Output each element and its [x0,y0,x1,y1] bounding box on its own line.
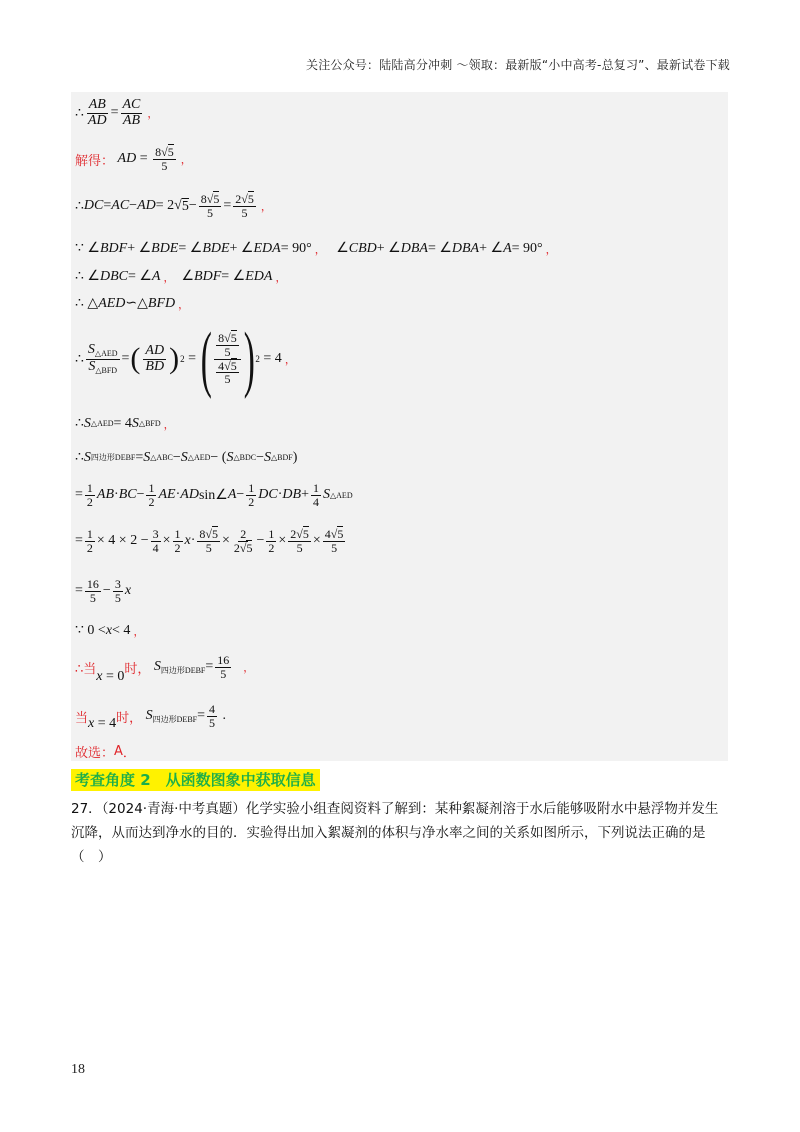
when-label: 当 [75,710,89,726]
eq-range: ∵ 0 < x < 4 ， [75,622,145,638]
eq-ratio: ∴ $\frac{AB}{AD}$ = $\frac{AC}{AB}$ ， [75,97,159,128]
eq-s-quad: ∴ S 四边形DEBF = S △ABC − S △AED − ( S △BDC − S △BDF ) [75,449,298,465]
page-number: 18 [71,1062,85,1077]
eq-area-ratio: ∴ $S_{\triangle AED}$ $S_{\triangle BFD}$ = ( AD BD ) 2 = ( $\frac{8√5}{5}$ $\frac{4√5}{5}$ ) 2 = 4 ， [75,318,296,400]
eq-angle-equal: ∴ ∠ DBC = ∠ A ， ∠ BDF = ∠ EDA ， [75,268,287,284]
eq-when-four: 当 x = 4 时， $S_{四边形DEBF}$ = $\frac{4}{5}$ . [75,702,227,732]
eq-expand: = $\frac{1}{2}$ AB · BC − $\frac{1}{2}$ AE · AD sin∠ A − $\frac{1}{2}$ DC · DB + $\frac{1}{4}$ S △AED [75,481,353,509]
eq-solve-ad: 解得 ： AD = $\frac{8√5}{5}$ ， [75,145,192,173]
eq-substitute: = $\frac{1}{2}$ × 4 × 2 − $\frac{3}{4}$ × $\frac{1}{2}$ x · $\frac{8√5}{5}$ × $\frac{2}{2√5}$ − $\frac{1}{2}$ × $\frac{2√5}{5}$ × $\frac{4√5}{5}$ [75,527,344,555]
answer-value: A [114,744,123,759]
eq-when-zero: ∴当 x = 0 时， $S_{四边形DEBF}$ = $\frac{16}{5}$ ， [75,653,255,685]
question-source: （2024·青海·中考真题） [101,801,246,817]
eq-s-aed: ∴ S △AED = 4 S △BFD ， [75,415,175,431]
solve-label: 解得 [75,153,102,169]
page-header: 关注公众号：陆陆高分冲刺 〜领取：最新版“小中高考-总复习”、最新试卷下载 [306,58,730,72]
section-title: 考查角度 2 从函数图象中获取信息 [71,769,320,791]
eq-result: = $\frac{16}{5}$ − $\frac{3}{5}$ x [75,577,132,605]
question-number: 27． [71,801,102,817]
answer-label: 故选： [75,746,115,761]
so-when-label: ∴当 [75,661,97,677]
eq-similar: ∴ △ AED ∽△ BFD ， [75,295,190,311]
question-text: 化学实验小组查阅资料了解到：某种絮凝剂溶于水后能够吸附水中悬浮物并发生沉降，从而达到净水的目的．实验得出加入絮凝剂的体积与净水率之间的关系如图所示，下列说法正确的是（ ） [71,801,719,865]
answer-line: 故选： A ． [75,744,136,761]
eq-dc: ∴ DC = AC − AD = 2 √ 5 − $\frac{8√5}{5}$ = $\frac{2√5}{5}$ ， [75,192,272,220]
question-27 [71,797,731,869]
eq-angles: ∵ ∠ BDF + ∠ BDE = ∠ BDE + ∠ EDA = 90° ， ∠ CBD + ∠ DBA = ∠ DBA + ∠ A = 90° ， [75,240,557,256]
